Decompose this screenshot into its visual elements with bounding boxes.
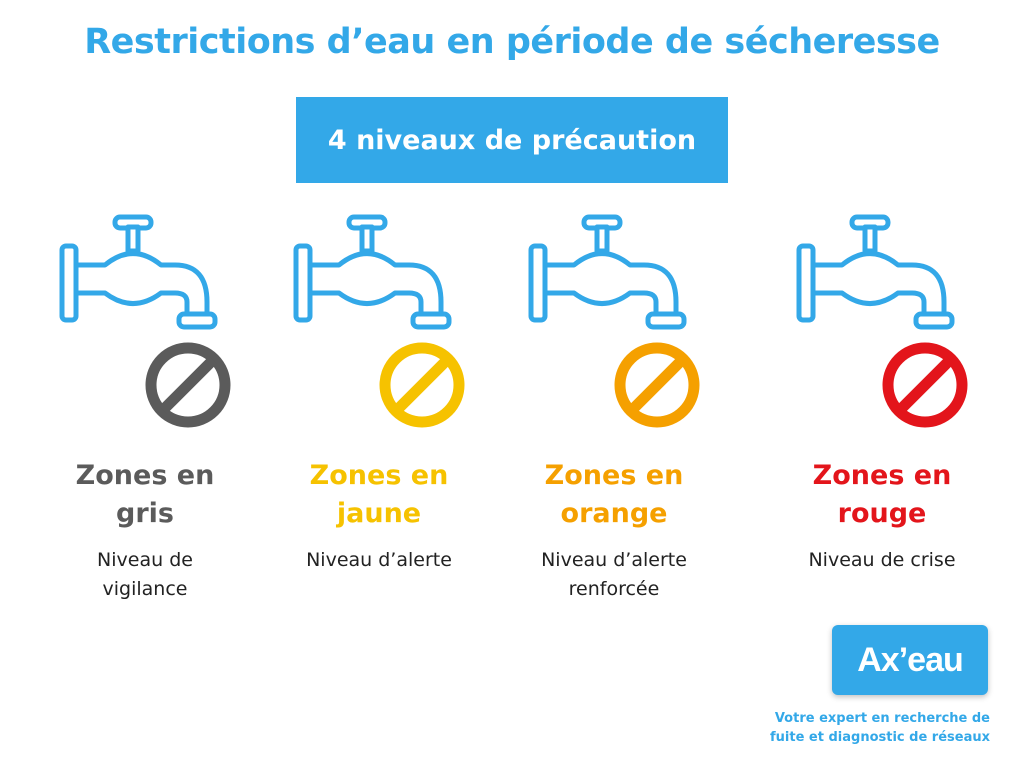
prohibited-sign-icon	[144, 341, 232, 429]
faucet-body	[62, 217, 215, 327]
faucet-icon	[494, 210, 734, 450]
logo-text: Ax’eau	[857, 640, 963, 679]
zone-level-line2: renforcée	[568, 578, 660, 600]
zone-title-line1: Zones en	[75, 460, 215, 491]
zone-level-line1: Niveau d’alerte	[306, 549, 452, 571]
zone-title-line2: jaune	[336, 498, 422, 529]
faucet-body	[531, 217, 684, 327]
zone-level-line1: Niveau de crise	[808, 549, 956, 571]
zone-level	[762, 546, 1002, 575]
zone-title-line2: gris	[116, 498, 174, 529]
zone-title-line1: Zones en	[309, 460, 449, 491]
zone-level	[494, 546, 734, 604]
zone-level	[259, 546, 499, 575]
zone-title	[25, 457, 265, 533]
zone-title	[259, 457, 499, 533]
banner: 4 niveaux de précaution	[296, 97, 728, 183]
zone-title-line1: Zones en	[812, 460, 952, 491]
zone-title	[762, 457, 1002, 533]
prohibited-sign-icon	[881, 341, 969, 429]
faucet-icon	[25, 210, 265, 450]
axeau-logo	[832, 625, 988, 695]
faucet-icon	[762, 210, 1002, 450]
zone-level-line2: vigilance	[102, 578, 188, 600]
prohibited-sign-icon	[378, 341, 466, 429]
zone-title-line2: orange	[560, 498, 668, 529]
zone-title-line1: Zones en	[544, 460, 684, 491]
prohibited-sign-icon	[613, 341, 701, 429]
faucet-body	[296, 217, 449, 327]
faucet-body	[799, 217, 952, 327]
zone-level-line1: Niveau d’alerte	[541, 549, 687, 571]
zone-title-line2: rouge	[837, 498, 927, 529]
zone-title	[494, 457, 734, 533]
tagline-line2: fuite et diagnostic de réseaux	[770, 730, 990, 745]
faucet-icon	[259, 210, 499, 450]
logo-tagline	[700, 709, 990, 747]
zone-level-line1: Niveau de	[97, 549, 193, 571]
zone-level	[25, 546, 265, 604]
page-title: Restrictions d’eau en période de sécheresse	[84, 22, 940, 62]
tagline-line1: Votre expert en recherche de	[774, 711, 990, 726]
